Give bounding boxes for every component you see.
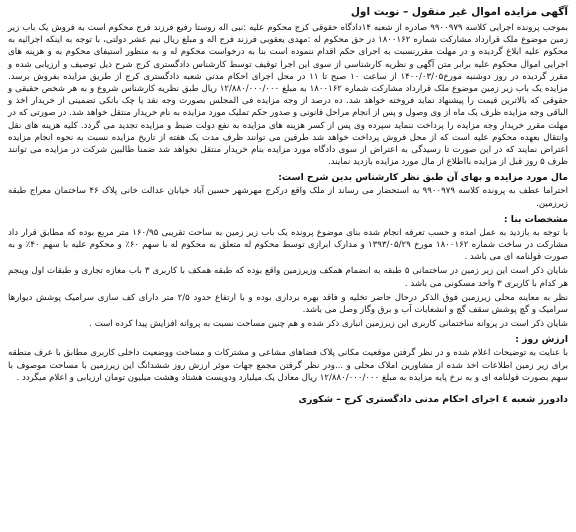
expert-heading: مال مورد مزایده و بهای آن طبق نظر کارشناس بدین شرح است: — [278, 172, 568, 184]
spec-paragraph-3: نظر به معاینه محلی زیرزمین فوق الذکر درحال حاضر تخلیه و فاقد بهره برداری بوده و با ارتفاع حدود ۲/۵ متر دارای کف سازی سرامیک پوشش دیوارها سرامیک و گچ پوشش سقف گچ و انشعابات آب و برق وگاز وصل می باشد. — [8, 292, 568, 316]
intro-paragraph: بموجب پرونده اجرایی کلاسه ۹۹۰۰۹۷۹ صادره از شعبه ۱۴دادگاه حقوقی کرج محکوم علیه :نبی اله روستا رفیع فرزند فرج محکوم است به فروش یک باب زیر زمین موضوع ملک قرارداد مشارکت شماره ۱۸۰۰۱۶۲ در حق محکوم له :مهدی یعقوبی فرزند فرج اله و مبلغ ریال نیم عشر دولتی، با توجه به اینکه اجرائیه به محکوم علیه ابلاغ گردیده و در مهلت مقررنسبت به اجرای حکم اقدام ننموده است بنا به درخواست محکوم له و به منظور استیفای محکوم به و هزینه های اجرایی اموال محکوم علیه برابر متن آگهی و نظریه کارشناسی از سوی این اجرا توقیف توسط کارشناس دادگستری کرج شرح ذیل توصیف و ارزیابی شده و مقرر گردیده در روز دوشنبه مورخ۱۴۰۰/۰۳/۰۵ از ساعت ۱۰ صبح تا ۱۱ در محل اجرای احکام مدنی شعبه دادگستری کرج از طریق مزایده بفروش برسد. مزایده یک باب زیر زمین موضوع ملک قرارداد مشارکت شماره ۱۸۰۰۱۶۲ به مبلغ ۱۲/۸۸۰/۰۰۰/۰۰۰ ریال طبق نظریه کارشناس شروع و به هر شخص حقیقی و حقوقی که بالاترین قیمت را پیشنهاد نماید فروخته خواهد شد. ده درصد از وجه مزایده فی المجلس بصورت وجه نقد یا چک بانکی تضمینی از خریدار اخذ و الباقی وجه مزایده ظرف یک ماه از وی وصول و پس از انجام مراحل قانونی و صدور حکم تملیک مورد مزایده به نام خریدار منتقل خواهد شد. در صورتی که در مهلت مقرر خریدار وجه مزایده را پرداخت ننماید سپرده وی پس از کسر هزینه های مزایده به نفع دولت ضبط و مزایده تجدید می گردد. کلیه هزینه های نقل وانتقال بعهده محکوم علیه است که از محل فروش پرداخت خواهد شد طرفین می توانند ظرف مدت یک هفته از تاریخ مزایده نسبت به نحوه انجام مزایده اعتراض نمایند که در این صورت تا رسیدگی به اعتراض از سوی دادگاه مورد مزایده بنام خریدار منتقل نخواهد شد ضمنا طالبین شرکت در مزایده می توانند ظرف ۵ روز قبل از مزایده بااطلاع از مال مورد مزایده بازدید نمایند. — [8, 23, 568, 168]
signature-line: دادورز شعبه ٤ اجرای احکام مدنی دادگستری کرج – شکوری — [298, 394, 568, 406]
notice-title: آگهی مزایده اموال غیر منقول – نوبت اول — [350, 6, 568, 18]
valuation-paragraph: با عنایت به توضیحات اعلام شده و در نظر گرفتن موقعیت مکانی پلاک فضاهای مشاعی و مشترکات و مساحت ووضعیت داخلی کاربری مطابق با عرف منطقه برای زیر زمین اطلاعات اخذ شده از مشاورین املاک محلی و ...ودر نظر گرفتن مجمع جهات موثر ارزش روز ششدانگ این زیرزمین با مساحت موصوف با سهم بصورت قولنامه ای و به نرخ پایه مزایده به مبلغ ۱۲/۸۸۰/۰۰۰/۰۰۰ ریال معادل یک میلیارد ودویست هشتاد وهشت میلیون تومان ارزیابی و اعلام میگردد . — [8, 348, 568, 383]
specs-heading: مشخصات بنا : — [503, 213, 568, 225]
valuation-heading: ارزش روز : — [515, 334, 568, 346]
spec-paragraph-4: شایان ذکر است در پروانه ساختمانی کاربری این زیرزمین انباری ذکر شده و هم چنین مساحت نسبت به پروانه افزایش پیدا کرده است . — [89, 319, 568, 330]
expert-intro-paragraph: احتراما عطف به پرونده کلاسه ۹۹۰۰۹۷۹ به استحضار می رساند از ملک واقع درکرج مهرشهر حسین آباد خیابان عدالت خانی پلاک ۴۶ ساختمان معراج طبقه زیرزمین. — [8, 186, 568, 209]
spec-paragraph-1: با توجه به بازدید به عمل امده و حسب تعرفه انجام شده بنای موضوع پرونده یک باب زیر زمین به ساحت تقریبی ۱۶۰/۹۵ متر مربع بوده که مطابق قرار داد مشارکت در ساخت شماره ۱۸۰۰۱۶۲ مورخ ۱۳۹۳/۰۵/۲۹ و مدارک ابرازی توسط محکوم له متعلق به محکوم له با سهم ۶۰٪ و محکوم علیه با سهم ۴۰٪ و به صورت قولنامه ای می باشد . — [8, 227, 568, 263]
spec-paragraph-2: شایان ذکر است این زیر زمین در ساختمانی ۵ طبقه به انضمام همکف وزیرزمین واقع بوده که طبقه همکف با کاربری ۳ باب مغازه تجاری و طبقات اول وپنجم هر کدام با کاربری ۳ واحد مسکونی می باشد . — [8, 266, 568, 289]
